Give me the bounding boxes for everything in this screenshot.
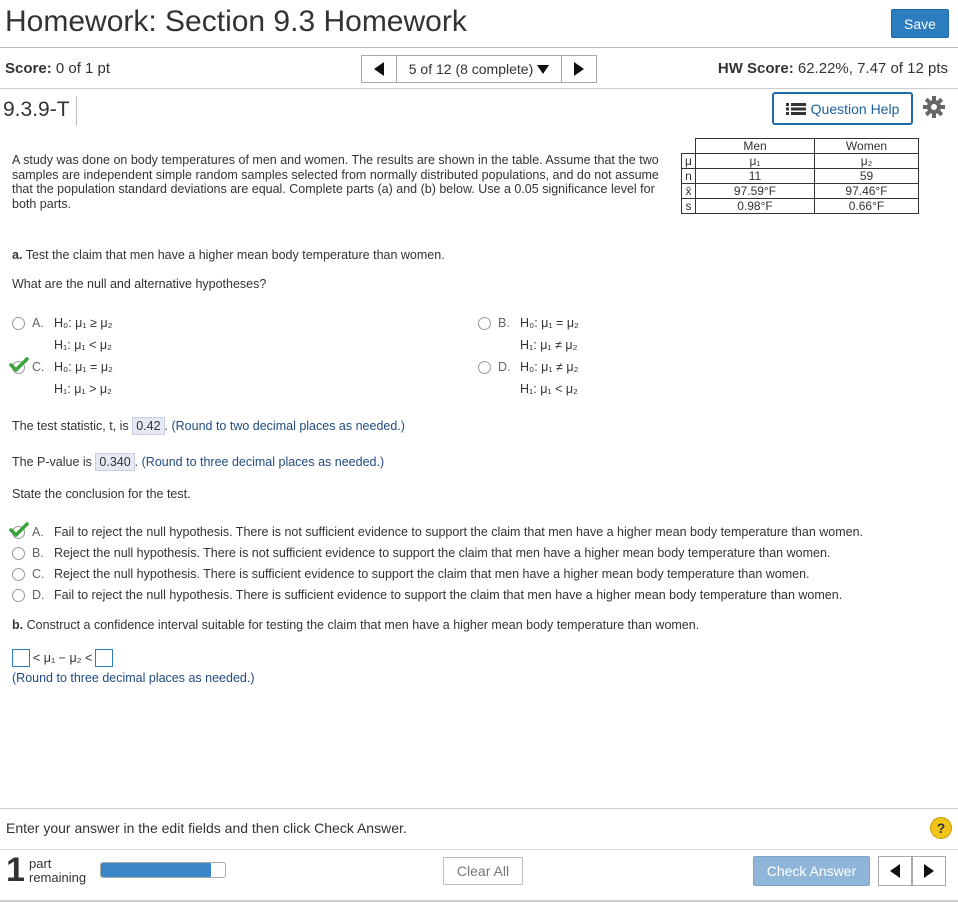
part-a-prompt (12, 248, 445, 262)
option-letter: A. (32, 525, 44, 539)
radio-c[interactable] (12, 568, 25, 581)
checkmark-icon (9, 522, 29, 538)
radio-b[interactable] (478, 317, 491, 330)
question-bar (0, 90, 958, 130)
table-header-men: Men (696, 139, 815, 154)
radio-d[interactable] (12, 589, 25, 602)
conclusion-option-b[interactable] (12, 546, 942, 562)
table-row (682, 184, 919, 199)
table-cell: 97.46°F (815, 184, 919, 199)
ci-lower-input[interactable] (12, 649, 30, 667)
gear-icon[interactable] (922, 95, 946, 119)
question-help-label: Question Help (810, 100, 900, 117)
conclusion-option-a[interactable] (12, 525, 942, 541)
table-header-row (682, 139, 919, 154)
parts-label-line2: remaining (29, 870, 87, 885)
conclusion-text: Reject the null hypothesis. There is not sufficient evidence to support the claim that men have a higher mean body temperature than women. (54, 546, 831, 560)
hypothesis-option-b[interactable] (478, 316, 778, 352)
table-cell: μ₁ (696, 154, 815, 169)
footer-divider (0, 849, 958, 850)
footer-divider (0, 808, 958, 809)
save-button[interactable]: Save (891, 9, 949, 38)
next-question-button[interactable] (561, 55, 597, 83)
parts-remaining-label (29, 857, 86, 885)
part-b-prompt (12, 618, 699, 632)
arrow-right-icon (924, 864, 934, 878)
table-cell: 0.98°F (696, 199, 815, 214)
row-label: n (682, 169, 696, 184)
table-row (682, 169, 919, 184)
table-cell: 11 (696, 169, 815, 184)
hypothesis-option-d[interactable] (478, 360, 778, 396)
parts-label-line1: part (29, 856, 52, 871)
option-letter: D. (498, 360, 511, 374)
test-statistic-line: The test statistic, t, is 0.42 . (Round to two decimal places as needed.) (12, 419, 405, 433)
part-b-label: b. (12, 618, 24, 632)
part-a-label: a. (12, 248, 23, 262)
alt-hypothesis: H₁: μ₁ ≠ μ₂ (520, 338, 578, 352)
data-table (681, 138, 919, 214)
clear-all-button[interactable]: Clear All (443, 857, 523, 885)
null-hypothesis: H₀: μ₁ ≥ μ₂ (54, 316, 113, 330)
option-letter: C. (32, 360, 45, 374)
null-hypothesis: H₀: μ₁ = μ₂ (520, 316, 579, 330)
option-letter: B. (32, 546, 44, 560)
part-a-text: Test the claim that men have a higher mean body temperature than women. (25, 248, 445, 262)
hypothesis-option-c[interactable] (12, 360, 312, 396)
progress-bar (100, 862, 226, 878)
help-icon[interactable]: ? (930, 817, 952, 839)
p-value-line: The P-value is 0.340 . (Round to three decimal places as needed.) (12, 455, 385, 469)
hypothesis-option-a[interactable] (12, 316, 312, 352)
conclusion-text: Fail to reject the null hypothesis. There is not sufficient evidence to support the claim that men have a higher mean body temperature than women. (54, 525, 864, 539)
score (5, 60, 110, 77)
p-value-prefix: The P-value is (12, 455, 92, 469)
table-cell: μ₂ (815, 154, 919, 169)
check-answer-button[interactable]: Check Answer (753, 856, 870, 886)
test-statistic-answer: 0.42 (132, 417, 164, 435)
previous-button[interactable] (878, 856, 912, 886)
hw-score (718, 60, 948, 77)
score-value: 0 of 1 pt (55, 60, 111, 77)
progress-fill (101, 863, 211, 877)
p-value-answer: 0.340 (95, 453, 134, 471)
option-letter: D. (32, 588, 45, 602)
caret-down-icon (537, 65, 549, 74)
footer-nav (878, 856, 946, 886)
option-letter: B. (498, 316, 510, 330)
score-label: Score: (5, 60, 52, 77)
table-cell: 59 (815, 169, 919, 184)
option-letter: A. (32, 316, 44, 330)
question-id: 9.3.9-T (3, 96, 77, 126)
hypotheses-question: What are the null and alternative hypotheses? (12, 277, 267, 291)
conclusion-option-c[interactable] (12, 567, 942, 583)
conclusion-text: Reject the null hypothesis. There is sufficient evidence to support the claim that men have a higher mean body temperature than women. (54, 567, 810, 581)
radio-b[interactable] (12, 547, 25, 560)
arrow-right-icon (574, 62, 584, 76)
table-cell: 0.66°F (815, 199, 919, 214)
row-label: s (682, 199, 696, 214)
table-header-women: Women (815, 139, 919, 154)
next-button[interactable] (912, 856, 946, 886)
rounding-hint: (Round to two decimal places as needed.) (171, 419, 405, 433)
radio-a[interactable] (12, 317, 25, 330)
null-hypothesis: H₀: μ₁ ≠ μ₂ (520, 360, 579, 374)
list-icon (786, 102, 806, 116)
ci-rounding-hint: (Round to three decimal places as needed.) (12, 671, 255, 685)
previous-question-button[interactable] (361, 55, 397, 83)
conclusion-text: Fail to reject the null hypothesis. There is sufficient evidence to support the claim that men have a higher mean body temperature than women. (54, 588, 843, 602)
table-row (682, 199, 919, 214)
footer-instruction: Enter your answer in the edit fields and then click Check Answer. (6, 820, 407, 836)
alt-hypothesis: H₁: μ₁ < μ₂ (520, 382, 578, 396)
confidence-interval (12, 648, 113, 668)
table-corner (682, 139, 696, 154)
conclusion-option-d[interactable] (12, 588, 942, 604)
header (0, 0, 958, 48)
problem-statement: A study was done on body temperatures of men and women. The results are shown in the table. Assume that the two samples are independent simple random samples selected from normally distributed populations, and do not assume that the population standard deviations are equal. Complete parts (a) and (b) below. Use a 0.05 significance level for both parts. (12, 153, 659, 211)
question-select-label: 5 of 12 (8 complete) (408, 61, 534, 77)
page-title: Homework: Section 9.3 Homework (5, 5, 467, 38)
ci-expression: < μ₁ − μ₂ < (33, 651, 93, 665)
arrow-left-icon (890, 864, 900, 878)
radio-d[interactable] (478, 361, 491, 374)
checkmark-icon (9, 357, 29, 373)
rounding-hint: (Round to three decimal places as needed.) (141, 455, 385, 469)
table-row (682, 154, 919, 169)
option-letter: C. (32, 567, 45, 581)
hw-score-label: HW Score: (717, 60, 794, 77)
conclusion-prompt: State the conclusion for the test. (12, 487, 191, 501)
score-bar (0, 49, 958, 89)
question-select[interactable] (397, 55, 561, 83)
arrow-left-icon (374, 62, 384, 76)
alt-hypothesis: H₁: μ₁ > μ₂ (54, 382, 112, 396)
table-cell: 97.59°F (696, 184, 815, 199)
row-label: μ (682, 154, 696, 169)
parts-remaining-count: 1 (6, 851, 25, 889)
row-label: x̄ (682, 184, 696, 199)
part-b-text: Construct a confidence interval suitable for testing the claim that men have a higher mean body temperature than women. (26, 618, 700, 632)
alt-hypothesis: H₁: μ₁ < μ₂ (54, 338, 112, 352)
question-nav (361, 55, 597, 83)
null-hypothesis: H₀: μ₁ = μ₂ (54, 360, 113, 374)
ci-upper-input[interactable] (95, 649, 113, 667)
test-statistic-prefix: The test statistic, t, is (12, 419, 129, 433)
hw-score-value: 62.22%, 7.47 of 12 pts (797, 60, 948, 77)
question-help-button[interactable] (772, 92, 913, 125)
